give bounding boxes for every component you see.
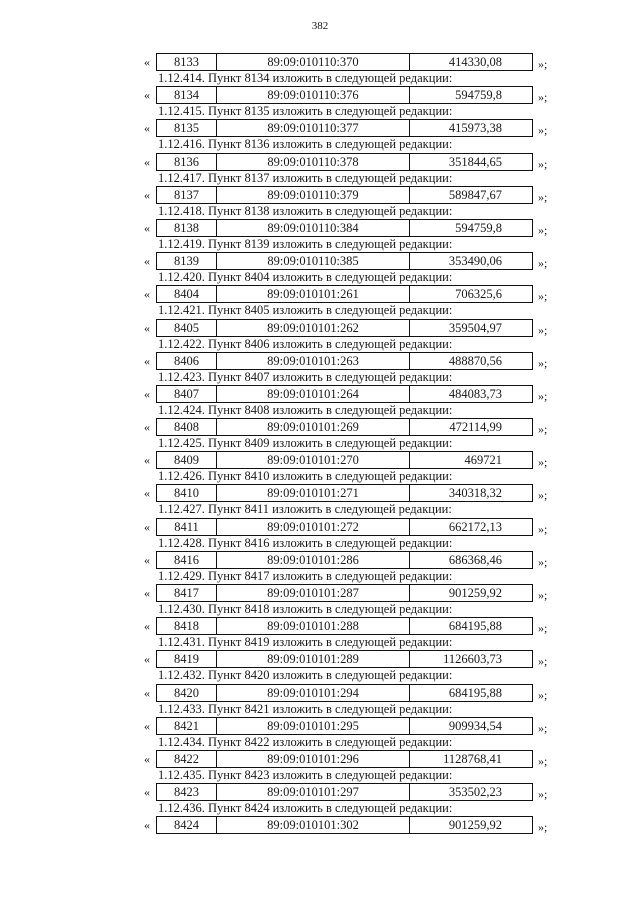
- amendment-instruction: 1.12.428. Пункт 8416 изложить в следующей редакции:: [158, 535, 453, 550]
- cadastral-number-cell: 89:09:010101:297: [217, 784, 410, 800]
- table-row: [0, 716, 640, 736]
- open-quote: «: [144, 287, 150, 302]
- value-cell: 415973,38: [448, 121, 502, 136]
- amendment-instruction: 1.12.414. Пункт 8134 изложить в следующей редакции:: [158, 71, 453, 85]
- open-quote: «: [144, 320, 150, 335]
- value-cell: 340318,32: [448, 486, 502, 501]
- amendment-entry: [0, 52, 640, 85]
- cadastral-number-cell: 89:09:010101:272: [217, 519, 410, 535]
- cadastral-number-cell: 89:09:010110:378: [217, 154, 410, 170]
- item-code-cell: 8418: [157, 618, 217, 634]
- close-quote: »;: [538, 222, 548, 237]
- amendment-entry: [0, 185, 640, 218]
- amendment-entry: [0, 583, 640, 616]
- table-row: [0, 749, 640, 769]
- table-row-box: [156, 650, 533, 668]
- amendment-instruction: 1.12.422. Пункт 8406 изложить в следующей редакции:: [158, 336, 453, 351]
- close-quote: »;: [538, 388, 548, 403]
- amendment-instruction: 1.12.424. Пункт 8408 изложить в следующей редакции:: [158, 402, 453, 417]
- close-quote: »;: [538, 289, 548, 304]
- value-cell: 594759,8: [455, 220, 502, 235]
- open-quote: «: [144, 619, 150, 634]
- value-cell: 686368,46: [448, 552, 502, 567]
- table-row-box: [156, 352, 533, 370]
- amendment-entry: [0, 483, 640, 516]
- amendment-instruction: 1.12.433. Пункт 8421 изложить в следующей редакции:: [158, 701, 453, 716]
- amendment-instruction: 1.12.427. Пункт 8411 изложить в следующей редакции:: [158, 502, 452, 517]
- value-cell: 909934,54: [448, 718, 502, 733]
- table-row: [0, 118, 640, 138]
- open-quote: «: [144, 818, 150, 833]
- amendment-instruction: 1.12.430. Пункт 8418 изложить в следующей редакции:: [158, 602, 453, 616]
- open-quote: «: [144, 121, 150, 136]
- amendment-instruction: 1.12.423. Пункт 8407 изложить в следующей редакции:: [158, 369, 453, 384]
- item-code-cell: 8405: [157, 320, 217, 336]
- table-row-box: [156, 119, 533, 137]
- close-quote: »;: [538, 720, 548, 735]
- table-row: [0, 351, 640, 371]
- close-quote: »;: [538, 521, 548, 536]
- open-quote: «: [144, 519, 150, 534]
- item-code-cell: 8424: [157, 817, 217, 833]
- amendment-entry: [0, 550, 640, 583]
- table-row-box: [156, 86, 533, 104]
- amendment-entry: [0, 118, 640, 151]
- close-quote: »;: [538, 787, 548, 802]
- table-row: [0, 616, 640, 636]
- cadastral-number-cell: 89:09:010101:288: [217, 618, 410, 634]
- value-cell: 353490,06: [448, 254, 502, 269]
- open-quote: «: [144, 254, 150, 269]
- table-row: [0, 782, 640, 802]
- item-code-cell: 8411: [157, 519, 217, 535]
- cadastral-number-cell: 89:09:010101:296: [217, 751, 410, 767]
- close-quote: »;: [538, 256, 548, 271]
- value-cell: 594759,8: [455, 88, 502, 103]
- close-quote: »;: [538, 588, 548, 602]
- cadastral-number-cell: 89:09:010101:270: [217, 452, 410, 468]
- amendment-entry: [0, 749, 640, 782]
- amendment-entry: [0, 517, 640, 550]
- value-cell: 1128768,41: [443, 751, 502, 766]
- open-quote: «: [144, 586, 150, 600]
- close-quote: »;: [538, 488, 548, 503]
- table-row-box: [156, 816, 533, 834]
- open-quote: «: [144, 685, 150, 700]
- table-row: [0, 52, 640, 72]
- table-row-box: [156, 584, 533, 602]
- open-quote: «: [144, 88, 150, 103]
- amendment-entry: [0, 384, 640, 417]
- cadastral-number-cell: 89:09:010101:302: [217, 817, 410, 833]
- value-cell: 414330,08: [448, 55, 502, 69]
- table-row-box: [156, 153, 533, 171]
- value-cell: 684195,88: [448, 619, 502, 634]
- item-code-cell: 8409: [157, 452, 217, 468]
- table-row-box: [156, 252, 533, 270]
- amendment-instruction: 1.12.425. Пункт 8409 изложить в следующей редакции:: [158, 436, 453, 451]
- table-row: [0, 815, 640, 835]
- table-row: [0, 218, 640, 238]
- value-cell: 351844,65: [448, 154, 502, 169]
- open-quote: «: [144, 718, 150, 733]
- cadastral-number-cell: 89:09:010110:370: [217, 54, 410, 70]
- amendment-instruction: 1.12.436. Пункт 8424 изложить в следующей редакции:: [158, 801, 453, 816]
- item-code-cell: 8406: [157, 353, 217, 369]
- close-quote: »;: [538, 156, 548, 171]
- amendment-instruction: 1.12.431. Пункт 8419 изложить в следующей редакции:: [158, 635, 453, 650]
- open-quote: «: [144, 420, 150, 435]
- cadastral-number-cell: 89:09:010101:294: [217, 685, 410, 701]
- close-quote: »;: [538, 322, 548, 337]
- close-quote: »;: [538, 90, 548, 105]
- table-row: [0, 550, 640, 570]
- cadastral-number-cell: 89:09:010101:287: [217, 585, 410, 601]
- amendment-instruction: 1.12.429. Пункт 8417 изложить в следующей редакции:: [158, 568, 453, 583]
- open-quote: «: [144, 154, 150, 169]
- item-code-cell: 8136: [157, 154, 217, 170]
- amendment-entry: [0, 318, 640, 351]
- item-code-cell: 8134: [157, 87, 217, 103]
- close-quote: »;: [538, 422, 548, 437]
- open-quote: «: [144, 751, 150, 766]
- page-number: 382: [311, 20, 329, 32]
- amendment-entry: [0, 218, 640, 251]
- table-row-box: [156, 53, 533, 71]
- table-row: [0, 483, 640, 503]
- open-quote: «: [144, 187, 150, 202]
- amendment-entry: [0, 782, 640, 815]
- open-quote: «: [144, 353, 150, 368]
- close-quote: »;: [538, 123, 548, 138]
- table-row-box: [156, 418, 533, 436]
- table-row: [0, 649, 640, 669]
- close-quote: »;: [538, 355, 548, 370]
- cadastral-number-cell: 89:09:010101:262: [217, 320, 410, 336]
- table-row: [0, 450, 640, 470]
- cadastral-number-cell: 89:09:010101:289: [217, 651, 410, 667]
- item-code-cell: 8138: [157, 220, 217, 236]
- amendment-entry: [0, 85, 640, 118]
- cadastral-number-cell: 89:09:010101:264: [217, 386, 410, 402]
- amendment-entry: [0, 351, 640, 384]
- value-cell: 1126603,73: [443, 652, 502, 667]
- close-quote: »;: [538, 455, 548, 470]
- table-row-box: [156, 186, 533, 204]
- value-cell: 353502,23: [448, 785, 502, 800]
- cadastral-number-cell: 89:09:010101:286: [217, 552, 410, 568]
- value-cell: 706325,6: [455, 287, 502, 302]
- item-code-cell: 8404: [157, 286, 217, 302]
- cadastral-number-cell: 89:09:010101:261: [217, 286, 410, 302]
- table-row-box: [156, 518, 533, 536]
- table-row-box: [156, 484, 533, 502]
- open-quote: «: [144, 785, 150, 800]
- value-cell: 589847,67: [448, 187, 502, 202]
- amendment-entry: [0, 450, 640, 483]
- value-cell: 901259,92: [448, 586, 502, 600]
- amendment-entry: [0, 284, 640, 317]
- table-row: [0, 85, 640, 105]
- table-row: [0, 417, 640, 437]
- table-row-box: [156, 717, 533, 735]
- amendment-entry: [0, 251, 640, 284]
- close-quote: »;: [538, 820, 548, 835]
- table-row: [0, 152, 640, 172]
- cadastral-number-cell: 89:09:010110:379: [217, 187, 410, 203]
- amendment-instruction: 1.12.418. Пункт 8138 изложить в следующей редакции:: [158, 203, 453, 218]
- item-code-cell: 8421: [157, 718, 217, 734]
- cadastral-number-cell: 89:09:010110:376: [217, 87, 410, 103]
- cadastral-number-cell: 89:09:010101:271: [217, 485, 410, 501]
- table-row: [0, 284, 640, 304]
- amendment-entry: [0, 417, 640, 450]
- value-cell: 484083,73: [448, 386, 502, 401]
- item-code-cell: 8423: [157, 784, 217, 800]
- close-quote: »;: [538, 621, 548, 636]
- amendment-entry: [0, 616, 640, 649]
- amendment-instruction: 1.12.415. Пункт 8135 изложить в следующей редакции:: [158, 104, 453, 119]
- amendment-instruction: 1.12.420. Пункт 8404 изложить в следующей редакции:: [158, 270, 453, 285]
- amendment-instruction: 1.12.421. Пункт 8405 изложить в следующей редакции:: [158, 303, 453, 318]
- open-quote: «: [144, 486, 150, 501]
- table-row: [0, 583, 640, 603]
- table-row: [0, 185, 640, 205]
- table-row-box: [156, 617, 533, 635]
- item-code-cell: 8422: [157, 751, 217, 767]
- table-row-box: [156, 385, 533, 403]
- item-code-cell: 8135: [157, 120, 217, 136]
- amendment-instruction: 1.12.434. Пункт 8422 изложить в следующей редакции:: [158, 734, 453, 749]
- item-code-cell: 8137: [157, 187, 217, 203]
- open-quote: «: [144, 55, 150, 69]
- close-quote: »;: [538, 57, 548, 71]
- table-row-box: [156, 285, 533, 303]
- close-quote: »;: [538, 654, 548, 669]
- amendment-entry: [0, 649, 640, 682]
- amendment-instruction: 1.12.416. Пункт 8136 изложить в следующей редакции:: [158, 137, 453, 152]
- cadastral-number-cell: 89:09:010110:385: [217, 253, 410, 269]
- table-row: [0, 384, 640, 404]
- item-code-cell: 8408: [157, 419, 217, 435]
- amendment-instruction: 1.12.417. Пункт 8137 изложить в следующей редакции:: [158, 170, 453, 185]
- cadastral-number-cell: 89:09:010110:377: [217, 120, 410, 136]
- item-code-cell: 8133: [157, 54, 217, 70]
- amendment-instruction: 1.12.426. Пункт 8410 изложить в следующей редакции:: [158, 469, 453, 484]
- value-cell: 901259,92: [448, 818, 502, 833]
- table-row: [0, 251, 640, 271]
- table-row-box: [156, 451, 533, 469]
- amendment-entry: [0, 683, 640, 716]
- close-quote: »;: [538, 189, 548, 204]
- table-row: [0, 683, 640, 703]
- item-code-cell: 8416: [157, 552, 217, 568]
- open-quote: «: [144, 652, 150, 667]
- table-row: [0, 517, 640, 537]
- table-row-box: [156, 750, 533, 768]
- cadastral-number-cell: 89:09:010101:295: [217, 718, 410, 734]
- table-row-box: [156, 319, 533, 337]
- table-row-box: [156, 219, 533, 237]
- amendment-instruction: 1.12.435. Пункт 8423 изложить в следующей редакции:: [158, 767, 453, 782]
- amendment-entry: [0, 716, 640, 749]
- item-code-cell: 8419: [157, 651, 217, 667]
- amendment-instruction: 1.12.419. Пункт 8139 изложить в следующей редакции:: [158, 236, 453, 251]
- close-quote: »;: [538, 554, 548, 569]
- table-row-box: [156, 684, 533, 702]
- cadastral-number-cell: 89:09:010101:263: [217, 353, 410, 369]
- value-cell: 472114,99: [449, 420, 502, 435]
- open-quote: «: [144, 552, 150, 567]
- item-code-cell: 8420: [157, 685, 217, 701]
- open-quote: «: [144, 220, 150, 235]
- value-cell: 684195,88: [448, 685, 502, 700]
- value-cell: 488870,56: [448, 353, 502, 368]
- table-row-box: [156, 551, 533, 569]
- close-quote: »;: [538, 687, 548, 702]
- table-row: [0, 318, 640, 338]
- cadastral-number-cell: 89:09:010101:269: [217, 419, 410, 435]
- item-code-cell: 8410: [157, 485, 217, 501]
- value-cell: 469721: [464, 453, 502, 468]
- item-code-cell: 8417: [157, 585, 217, 601]
- value-cell: 359504,97: [448, 320, 502, 335]
- amendment-list: [0, 52, 640, 849]
- table-row-box: [156, 783, 533, 801]
- amendment-entry: [0, 152, 640, 185]
- close-quote: »;: [538, 753, 548, 768]
- item-code-cell: 8139: [157, 253, 217, 269]
- cadastral-number-cell: 89:09:010110:384: [217, 220, 410, 236]
- open-quote: «: [144, 386, 150, 401]
- open-quote: «: [144, 453, 150, 468]
- value-cell: 662172,13: [448, 519, 502, 534]
- amendment-entry: [0, 815, 640, 848]
- item-code-cell: 8407: [157, 386, 217, 402]
- amendment-instruction: 1.12.432. Пункт 8420 изложить в следующей редакции:: [158, 668, 453, 683]
